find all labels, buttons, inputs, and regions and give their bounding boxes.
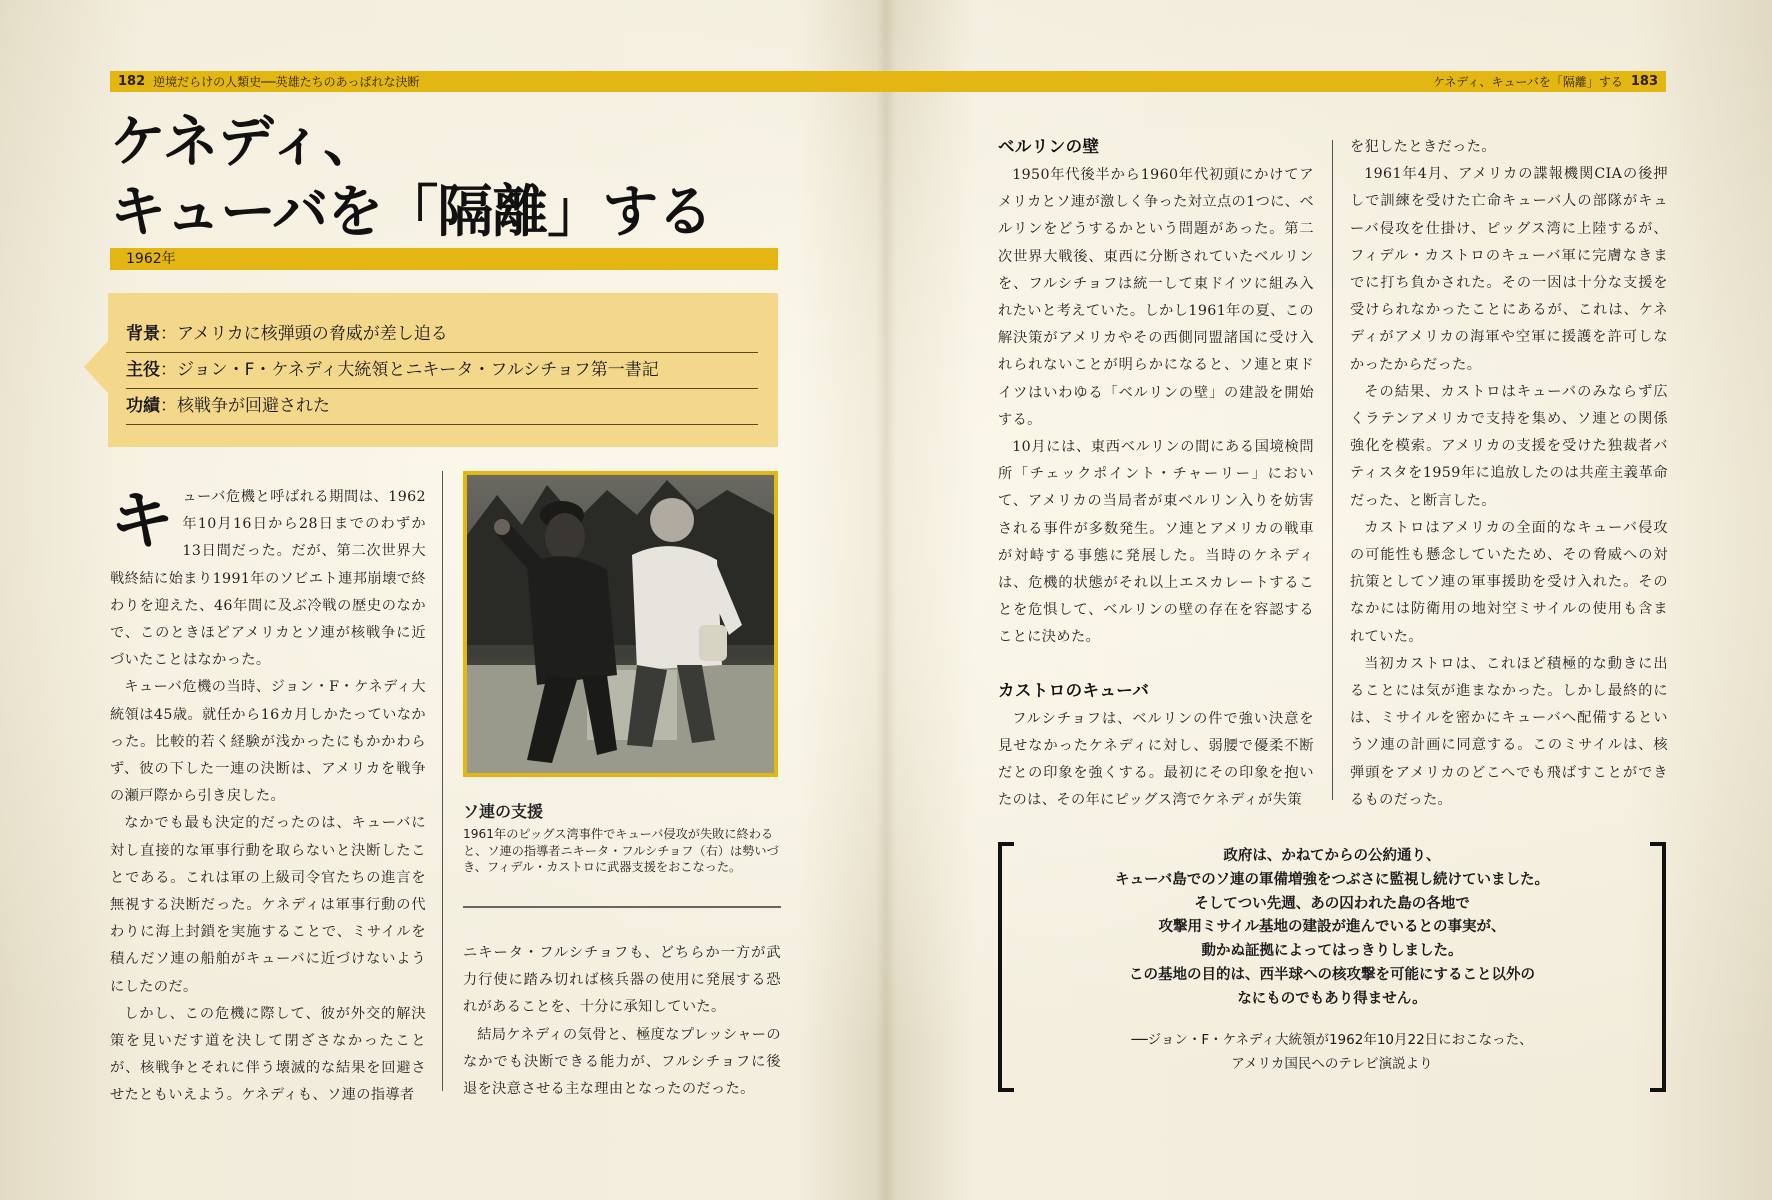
paragraph: 1950年代後半から1960年代初頭にかけてアメリカとソ連が激しく争った対立点の1つに、ベルリンをどうするかという問題があった。第二次世界大戦後、東西に分断されていたベルリンを、フルシチョフは統一して東ドイツに組み入れたいと考えていた。しかし1961年の夏、この解決策がアメリカやその西側同盟諸国に受け入れられないことが明らかになると、ソ連と東ドイツはいわゆる「ベルリンの壁」の建設を開始する。 — [998, 167, 1314, 428]
paragraph: カストロはアメリカの全面的なキューバ侵攻の可能性も懸念していたため、その脅威への対抗策としてソ連の軍事援助を受け入れた。そのなかには防衛用の地対空ミサイルの使用も含まれていた。 — [1350, 519, 1668, 645]
summary-row-protagonist: 主役：ジョン・F・ケネディ大統領とニキータ・フルシチョフ第一書記 — [126, 353, 758, 389]
photo-caption-text: 1961年のピッグス湾事件でキューバ侵攻が失敗に終わると、ソ連の指導者ニキータ・フルシチョフ（右）は勢いづき、フィデル・カストロに武器支援をおこなった。 — [463, 827, 779, 874]
body-column-4 — [1350, 134, 1668, 814]
quote-line: なにものでもあり得ません。 — [1237, 989, 1427, 1007]
quote-line: 動かぬ証拠によってはっきりしました。 — [1201, 942, 1463, 960]
summary-row-achievement: 功績：核戦争が回避された — [126, 389, 758, 425]
paragraph: 結局ケネディの気骨と、極度なプレッシャーのなかでも決断できる能力が、フルシチョフに後退を決意させる主な理由となったのだった。 — [463, 1026, 781, 1098]
right-running-header — [888, 71, 1666, 92]
right-header-title: ケネディ、キューバを「隔離」する — [1432, 75, 1623, 89]
photo-castro-khrushchev-illustration — [467, 475, 774, 773]
paragraph: を犯したときだった。 — [1350, 139, 1496, 155]
quote-block — [998, 842, 1666, 1092]
summary-text: アメリカに核弾頭の脅威が差し迫る — [177, 324, 448, 344]
summary-text: ジョン・F・ケネディ大統領とニキータ・フルシチョフ第一書記 — [177, 360, 659, 380]
paragraph: フルシチョフは、ベルリンの件で強い決意を見せなかったケネディに対し、弱腰で優柔不断だとの印象を強くする。最初にその印象を抱いたのは、その年にピッグス湾でケネディが失策 — [998, 710, 1314, 809]
photo-caption — [463, 800, 781, 876]
body-column-1 — [110, 484, 426, 1104]
quote-line: この基地の目的は、西半球への核攻撃を可能にすること以外の — [1129, 965, 1535, 983]
paragraph: 10月には、東西ベルリンの間にある国境検問所「チェックポイント・チャーリー」において、アメリカの当局者が東ベルリン入りを妨害される事件が多数発生。ソ連とアメリカの戦車が対峙する事態に発展した。当時のケネディは、危機的状態がそれ以上エスカレートすることを危惧して、ベルリンの壁の存在を容認することに決めた。 — [998, 439, 1314, 646]
body-column-3 — [998, 132, 1314, 812]
section-heading-castro-cuba: カストロのキューバ — [998, 680, 1150, 700]
paragraph: しかし、この危機に際して、彼が外交的解決策を見いだす道を決して閉ざさなかったことが、核戦争とそれに伴う壊滅的な結果を回避させたともいえよう。ケネディも、ソ連の指導者 — [110, 1005, 426, 1104]
quote-line: 政府は、かねてからの公約通り、 — [1223, 847, 1441, 864]
photo-caption-title: ソ連の支援 — [463, 802, 544, 821]
paragraph: その結果、カストロはキューバのみならず広くラテンアメリカで支持を集め、ソ連との関係強化を模索。アメリカの支援を受けた独裁者バティスタを1959年に追放したのは共産主義革命だった、と断言した。 — [1350, 383, 1668, 509]
paragraph: なかでも最も決定的だったのは、キューバに対し直接的な軍事行動を取らないと決断したことである。これは軍の上級司令官たちの進言を無視する決断だった。ケネディは軍事行動の代わりに海上封鎖を実施することで、ミサイルを積んだソ連の船舶がキューバに近づけないようにしたのだ。 — [110, 815, 426, 995]
quote-line: 攻撃用ミサイル基地の建設が進んでいるとの事実が、 — [1158, 918, 1506, 936]
quote-line: キューバ島でのソ連の軍備増強をつぶさに監視し続けていました。 — [1115, 870, 1549, 888]
quote-line: そしてつい先週、あの囚われた島の各地で — [1194, 894, 1470, 912]
body-column-2 — [463, 940, 781, 1110]
paragraph: ューバ危機と呼ばれる期間は、1962年10月16日から28日までのわずか13日間だった。だが、第二次世界大戦終結に始まり1991年のソビエト連邦崩壊で終わりを迎えた、46年間に及ぶ冷戦の歴史のなかで、このときほどアメリカとソ連が核戦争に近づいたことはなかった。 — [110, 489, 426, 669]
page-gutter — [876, 0, 896, 1200]
historical-photo — [463, 471, 778, 777]
left-running-header — [110, 71, 888, 92]
quote-text — [1038, 844, 1626, 1011]
chapter-title-line2: キューバを「隔離」する — [110, 180, 713, 245]
left-header-title: 逆境だらけの人類史──英雄たちのあっぱれな決断 — [153, 75, 420, 89]
summary-label: 背景 — [126, 324, 160, 344]
left-page-number: 182 — [118, 74, 146, 89]
summary-label: 功績 — [126, 396, 160, 416]
drop-cap: キ — [110, 485, 175, 559]
left-bracket — [998, 842, 1014, 1092]
caption-rule — [463, 906, 781, 908]
quote-source-line: ──ジョン・F・ケネディ大統領が1962年10月22日におこなった、 — [1131, 1032, 1533, 1048]
summary-row-background: 背景：アメリカに核弾頭の脅威が差し迫る — [126, 317, 758, 353]
chapter-title-line1: ケネディ、 — [110, 110, 379, 175]
summary-box — [108, 293, 778, 447]
year-bar: 1962年 — [110, 248, 778, 270]
paragraph: 当初カストロは、これほど積極的な動きに出ることには気が進まなかった。しかし最終的には、ミサイルを密かにキューバへ配備するというソ連の計画に同意する。このミサイルは、核弾頭をアメリカのどこへでも飛ばすことができるものだった。 — [1350, 655, 1668, 808]
chapter-title — [110, 108, 810, 248]
section-heading-berlin-wall: ベルリンの壁 — [998, 137, 1100, 156]
paragraph: ニキータ・フルシチョフも、どちらか一方が武力行使に踏み切れば核兵器の使用に発展する恐れがあることを、十分に承知していた。 — [463, 945, 781, 1016]
summary-text: 核戦争が回避された — [177, 396, 330, 416]
column-divider — [442, 471, 443, 1091]
summary-label: 主役 — [126, 360, 160, 380]
paragraph: キューバ危機の当時、ジョン・F・ケネディ大統領は45歳。就任から16カ月しかたっていなかった。比較的若く経験が浅かったにもかかわらず、彼の下した一連の決断は、アメリカを戦争の瀬戸際から引き戻した。 — [110, 679, 426, 805]
paragraph: 1961年4月、アメリカの諜報機関CIAの後押しで訓練を受けた亡命キューバ人の部隊がキューバ侵攻を仕掛け、ピッグス湾に上陸するが、フィデル・カストロのキューバ軍に完膚なきまでに打ち負かされた。その一因は十分な支援を受けられなかったことにあるが、これは、ケネディがアメリカの海軍や空軍に援護を許可しなかったからだった。 — [1350, 166, 1668, 373]
right-page-number: 183 — [1630, 74, 1658, 89]
quote-source-line: アメリカ国民へのテレビ演説より — [1231, 1056, 1433, 1072]
quote-source — [1038, 1028, 1626, 1076]
right-bracket — [1650, 842, 1666, 1092]
column-divider — [1332, 140, 1333, 800]
